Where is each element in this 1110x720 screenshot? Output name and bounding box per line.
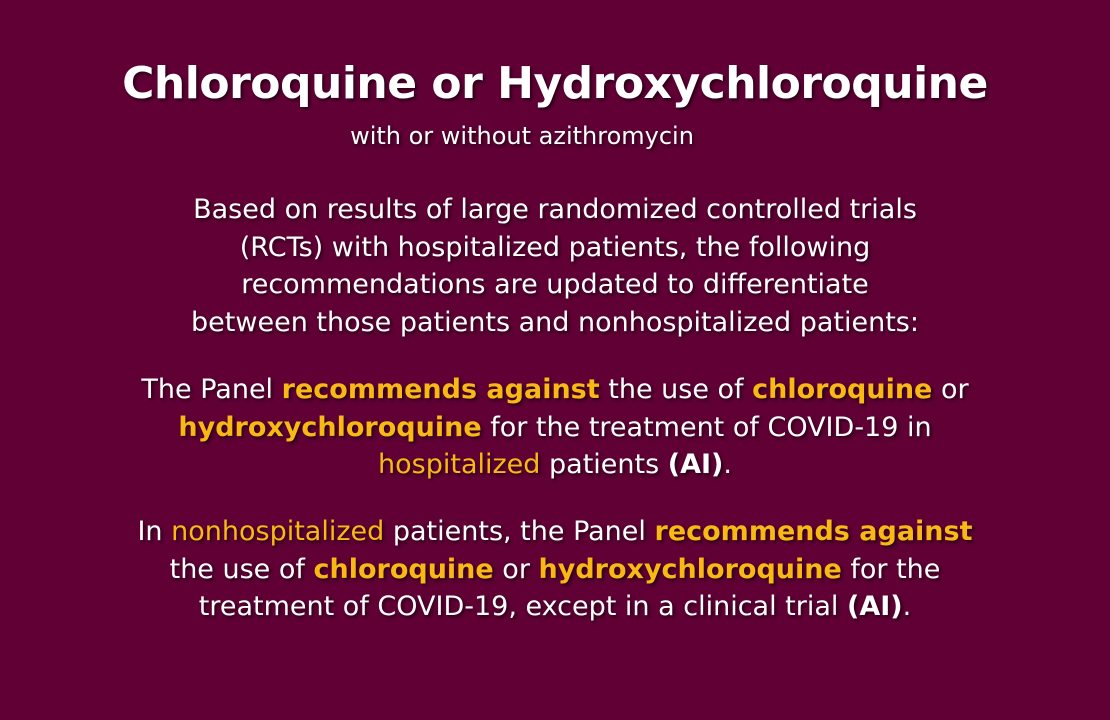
text-line: recommendations are updated to differentiate <box>241 269 869 301</box>
text-line <box>0 588 1110 626</box>
text-line <box>0 446 1110 484</box>
hospitalized-recommendation <box>0 371 1110 484</box>
rating: (AI) <box>667 449 724 481</box>
text: the use of <box>169 553 314 585</box>
text: patients <box>540 449 668 481</box>
text: treatment of COVID-19, except in a clinical trial <box>198 591 848 623</box>
text: The Panel <box>141 374 282 405</box>
text-line: (RCTs) with hospitalized patients, the following <box>239 231 871 263</box>
highlight: nonhospitalized <box>171 516 385 547</box>
text-line <box>0 371 1110 409</box>
highlight: recommends against <box>654 516 973 547</box>
text: for the <box>841 553 941 585</box>
rating: (AI) <box>847 591 903 623</box>
text: patients, the Panel <box>384 516 655 547</box>
highlight: recommends against <box>281 374 600 405</box>
highlight: chloroquine <box>752 374 933 405</box>
slide-title: Chloroquine or Hydroxychloroquine <box>122 58 988 109</box>
intro-paragraph <box>0 191 1110 342</box>
highlight: hydroxychloroquine <box>178 411 482 443</box>
text: or <box>493 553 539 585</box>
text: . <box>902 591 912 623</box>
highlight: chloroquine <box>313 553 494 585</box>
text: or <box>932 374 969 405</box>
text: for the treatment of COVID-19 in <box>481 411 932 443</box>
text-line <box>0 513 1110 551</box>
text-line <box>0 551 1110 589</box>
highlight: hospitalized <box>378 449 541 481</box>
text: the use of <box>599 374 753 405</box>
text-line: between those patients and nonhospitalized patients: <box>191 307 919 339</box>
text: . <box>723 449 732 481</box>
text-line: Based on results of large randomized controlled trials <box>193 194 917 225</box>
nonhospitalized-recommendation <box>0 513 1110 626</box>
text: In <box>137 516 172 547</box>
highlight: hydroxychloroquine <box>538 553 842 585</box>
slide-subtitle: with or without azithromycin <box>350 122 694 150</box>
text-line <box>0 409 1110 447</box>
